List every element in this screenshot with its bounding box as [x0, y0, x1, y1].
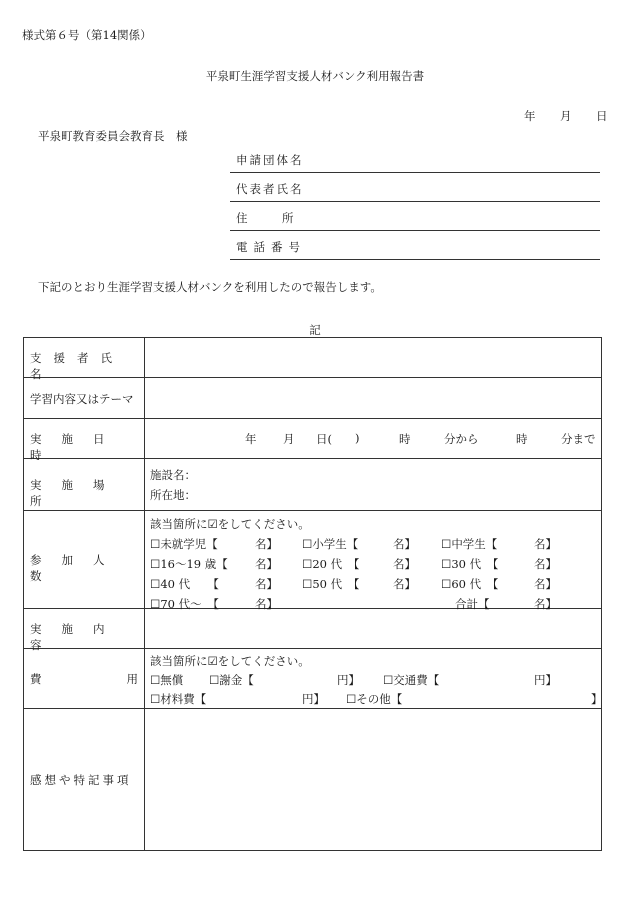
impressions-label-cell: [24, 709, 145, 851]
datetime-label: 実施日時: [30, 432, 125, 462]
checkbox-icon: ☐: [441, 577, 452, 591]
row-supporter: [24, 338, 602, 378]
supporter-label: 支援者氏名: [30, 351, 124, 381]
applicant-rep-field[interactable]: [230, 173, 600, 202]
checkbox-icon: ☐: [441, 557, 452, 571]
cost-fee-unit: 円】: [337, 673, 360, 687]
cost-input[interactable]: [145, 649, 602, 709]
theme-label: 学習内容又はテーマ: [30, 392, 134, 406]
applicant-phone-label: 電話番号: [236, 240, 306, 254]
checkbox-icon: ☐: [150, 577, 161, 591]
cost-other-close: 】: [591, 692, 603, 706]
cost-transport-unit: 円】: [534, 673, 557, 687]
applicant-rep-label: 代表者氏名: [236, 182, 304, 196]
checkbox-icon: ☐: [302, 557, 313, 571]
content-input[interactable]: [145, 609, 602, 649]
row-impressions: [24, 709, 602, 851]
participants-total: 合計【: [455, 597, 490, 611]
theme-label-cell: [24, 378, 145, 419]
checkbox-icon: ☐: [150, 597, 161, 611]
applicant-address-field[interactable]: [230, 202, 600, 231]
row-place: [24, 459, 602, 511]
participants-preschool-unit: 名】: [255, 537, 278, 551]
applicant-org-field[interactable]: [230, 144, 600, 173]
participants-elementary-unit: 名】: [393, 537, 416, 551]
impressions-label: 感想や特記事項: [30, 773, 132, 787]
cost-materials-unit: 円】: [302, 692, 325, 706]
participants-total-unit: 名】: [534, 597, 557, 611]
participants-60s-label: 60 代 【: [451, 577, 499, 591]
participants-junior[interactable]: [441, 536, 497, 552]
participants-preschool-label: 未就学児【: [160, 537, 218, 551]
theme-input[interactable]: [145, 378, 602, 419]
participants-50s[interactable]: [302, 576, 359, 592]
place-facility: 施設名：: [150, 468, 196, 482]
participants-junior-unit: 名】: [534, 537, 557, 551]
place-input[interactable]: [145, 459, 602, 511]
cost-materials[interactable]: ☐材料費【: [150, 692, 207, 706]
report-table: [23, 337, 602, 851]
cost-other[interactable]: ☐その他【: [346, 692, 403, 706]
participants-30s-label: 30 代 【: [451, 557, 499, 571]
supporter-input[interactable]: [145, 338, 602, 378]
lead-text: 下記のとおり生涯学習支援人材バンクを利用したので報告します。: [38, 280, 382, 294]
datetime-hour: 時: [399, 432, 411, 446]
checkbox-icon: ☐: [150, 537, 161, 551]
cost-free[interactable]: ☐無償: [150, 673, 184, 687]
row-content: [24, 609, 602, 649]
place-address: 所在地：: [150, 488, 196, 502]
datetime-hour2: 時: [516, 432, 528, 446]
datetime-year: 年: [245, 432, 257, 446]
participants-16-19-unit: 名】: [255, 557, 278, 571]
row-cost: [24, 649, 602, 709]
participants-20s-label: 20 代 【: [312, 557, 360, 571]
applicant-address-label: 住 所: [236, 211, 294, 225]
cost-label: [30, 671, 138, 687]
ki-heading: 記: [309, 323, 321, 337]
participants-preschool[interactable]: [150, 536, 218, 552]
applicant-org-label: 申請団体名: [236, 153, 304, 167]
date-year: 年: [524, 109, 536, 123]
datetime-month: 月: [283, 432, 295, 446]
content-label: 実施内容: [30, 622, 125, 652]
recipient: 平泉町教育委員会教育長 様: [38, 129, 188, 143]
participants-label-cell: [24, 511, 145, 609]
cost-transport[interactable]: ☐交通費【: [383, 673, 440, 687]
participants-30s-unit: 名】: [534, 557, 557, 571]
date-month: 月: [560, 109, 572, 123]
participants-30s[interactable]: [441, 556, 498, 572]
participants-60s-unit: 名】: [534, 577, 557, 591]
participants-50s-label: 50 代 【: [312, 577, 360, 591]
participants-70s-unit: 名】: [255, 597, 278, 611]
cost-label-cell: [24, 649, 145, 709]
page-title: 平泉町生涯学習支援人材バンク利用報告書: [205, 69, 425, 83]
checkbox-icon: ☐: [302, 577, 313, 591]
datetime-day: 日(: [316, 432, 332, 446]
cost-instruction: 該当箇所に☑をしてください。: [150, 654, 310, 668]
participants-elementary[interactable]: [302, 536, 358, 552]
checkbox-icon: ☐: [302, 537, 313, 551]
participants-50s-unit: 名】: [393, 577, 416, 591]
participants-40s-unit: 名】: [255, 577, 278, 591]
participants-70s-label: 70 代〜 【: [160, 597, 219, 611]
checkbox-icon: ☐: [150, 557, 161, 571]
participants-16-19[interactable]: [150, 556, 228, 572]
datetime-minute-to: 分まで: [561, 432, 596, 446]
participants-junior-label: 中学生【: [451, 537, 498, 551]
datetime-label-cell: [24, 419, 145, 462]
participants-40s[interactable]: [150, 576, 219, 592]
row-datetime: [24, 419, 602, 459]
participants-label: 参加人数: [30, 553, 125, 583]
supporter-label-cell: [24, 338, 145, 381]
participants-40s-label: 40 代 【: [160, 577, 219, 591]
participants-16-19-label: 16〜19 歳【: [160, 557, 228, 571]
cost-label-text: 費用: [30, 672, 138, 686]
participants-60s[interactable]: [441, 576, 498, 592]
applicant-phone-field[interactable]: [230, 231, 600, 260]
row-participants: [24, 511, 602, 609]
impressions-input[interactable]: [145, 709, 602, 851]
place-label: 実施場所: [30, 478, 125, 508]
checkbox-icon: ☐: [441, 537, 452, 551]
participants-input[interactable]: [145, 511, 602, 609]
date-day: 日: [596, 109, 608, 123]
cost-fee[interactable]: ☐謝金【: [209, 673, 254, 687]
content-label-cell: [24, 609, 145, 652]
participants-instruction: 該当箇所に☑をしてください。: [150, 517, 310, 531]
form-number: 様式第６号（第14関係）: [22, 28, 152, 42]
row-theme: [24, 378, 602, 419]
datetime-minute-from: 分から: [444, 432, 479, 446]
place-label-cell: [24, 459, 145, 511]
applicant-block: [230, 144, 600, 260]
participants-elementary-label: 小学生【: [312, 537, 359, 551]
participants-20s-unit: 名】: [393, 557, 416, 571]
participants-20s[interactable]: [302, 556, 359, 572]
datetime-input[interactable]: [145, 419, 602, 459]
datetime-close: ): [355, 431, 360, 445]
